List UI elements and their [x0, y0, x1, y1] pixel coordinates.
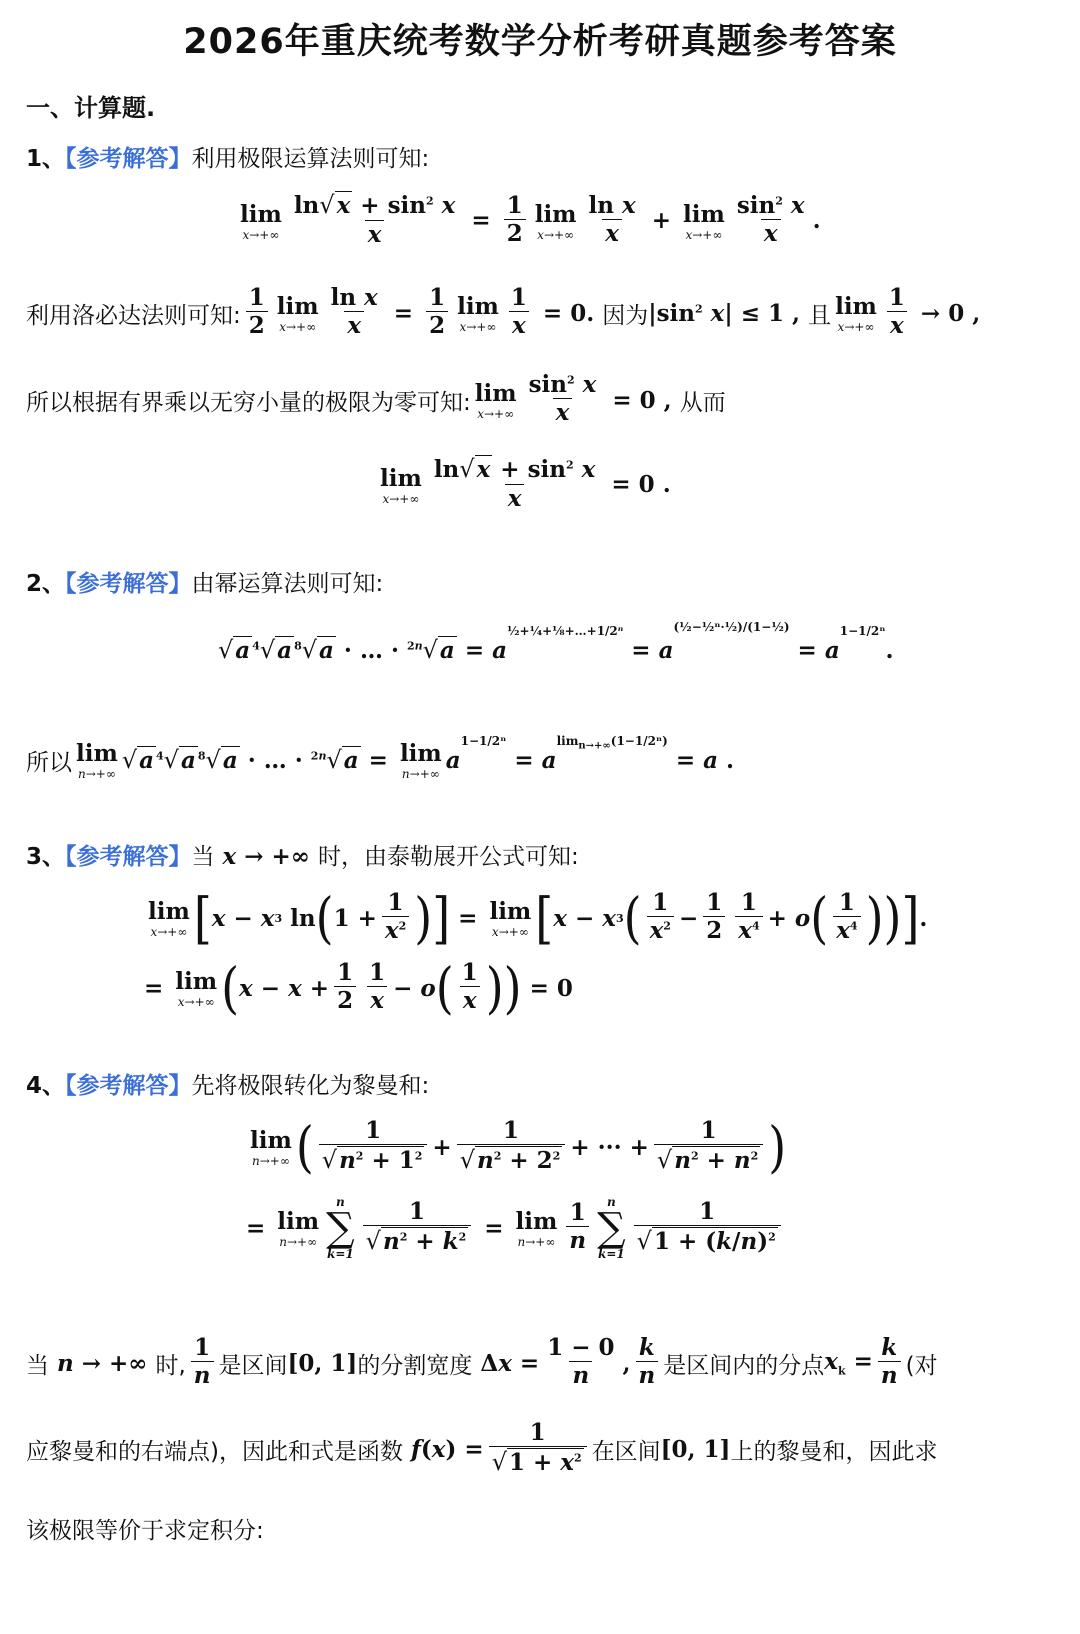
- p1-equation-1: lim x→+∞ $\frac{\ln√x + \sin^2 x}{x}$ = $\frac{1}{2}$ lim x→+∞ ln x x + lim x→+∞ $\sin^2 x$ x .: [240, 191, 821, 248]
- p3-equation-1: lim x→+∞ [ x − x 3 ln ( 1 + 1 $x^2$ )] = lim x→+∞ [ x − x 3 ( 1 $x^2$ − 1 2 1 $x^4$ + o ( 1 $x^4$ ))] .: [148, 885, 928, 951]
- p4-text-line-1: 当 n → +∞ 时, 1 n 是区间 [0, 1] 的分割宽度 Δx = $\frac{1 - 0}{n}$ , k n 是区间内的分点 $x_k$ = $\frac{k}{n}$ (对: [26, 1334, 938, 1390]
- p1-equation-final: lim x→+∞ $\frac{\ln√x + \sin^2 x}{x}$ = 0 .: [380, 455, 671, 512]
- limit-operator: lim x→+∞: [240, 200, 282, 242]
- p1-line-3: 所以根据有界乘以无穷小量的极限为零可知: lim x→+∞ $\frac{\sin^2 x}{x}$ = 0 , 从而: [26, 371, 726, 427]
- p4-text-line-3: 该极限等价于求定积分:: [26, 1518, 264, 1544]
- p1-line-2: 利用洛必达法则可知: 1 2 lim x→+∞ $\frac{\text{ln x}}{x}$ = $\frac{1}{2}$ lim x→+∞ $\frac{1}{x}$ = 0. 因为 $|\sin^2$ x| ≤ 1 , 且 lim x→+∞ 1 x → 0 ,: [26, 284, 981, 340]
- problem-1-heading: 1、【参考解答】利用极限运算法则可知:: [26, 146, 430, 172]
- problem-3-heading: 3、【参考解答】当 x → +∞ 时，由泰勒展开公式可知:: [26, 843, 579, 870]
- fraction: $\frac{\ln√x + \sin^2 x}{x}$: [293, 191, 456, 248]
- p2-line-2: 所以 lim n→+∞ √a $^4$√a $^8$√a · … · $^{2n}$√a = lim n→+∞ $a^{1-1/2^n}$ = $a^{lim_{n\to+\infty}(1-1/2^n)}$ = a .: [26, 733, 735, 781]
- p3-equation-2: = lim x→+∞ ( x − x + 1 2 1 x − o ( 1 x )) = 0: [144, 955, 573, 1021]
- problem-2-heading: 2、【参考解答】由幂运算法则可知:: [26, 571, 384, 597]
- section-heading: 一、计算题.: [26, 94, 156, 122]
- problem-4-heading: 4、【参考解答】先将极限转化为黎曼和:: [26, 1073, 430, 1099]
- p4-text-line-2: 应黎曼和的右端点)，因此和式是函数 f(x) = $\frac{1}{√1 + x^2}$ 在区间 [0, 1] 上的黎曼和，因此求: [26, 1419, 938, 1477]
- page-title: 2026年重庆统考数学分析考研真题参考答案: [183, 22, 897, 62]
- ref-label: 【参考解答】: [65, 146, 192, 172]
- p2-equation-1: √a $^4$√a $^8$√a · … · $^{2n}$√a = $a^{\frac{1}{2}+\frac{1}{4}+\frac{1}{8}+\dots+1/2^n}$ = $a^{(\frac{1}{2}-\frac{1}{2}^n\cdot\frac{1}{2})/(1-\frac{1}{2})}$ = $a^{1-1/2^n}$.: [218, 619, 894, 664]
- p4-equation-1: lim n→+∞ ( 1 $√n^2 + 1^2$ + $\frac{1}{√n^2 + 2^2}$ + ··· + $\frac{1}{√n^2 + n^2}$ ): [250, 1114, 787, 1180]
- p4-equation-2: = lim n→+∞ n ∑ k=1 $\frac{1}{√n^2 + k^2}$ = lim n→+∞ 1 n n ∑ k=1 1 $√1 + (k/n)^2$: [246, 1196, 786, 1260]
